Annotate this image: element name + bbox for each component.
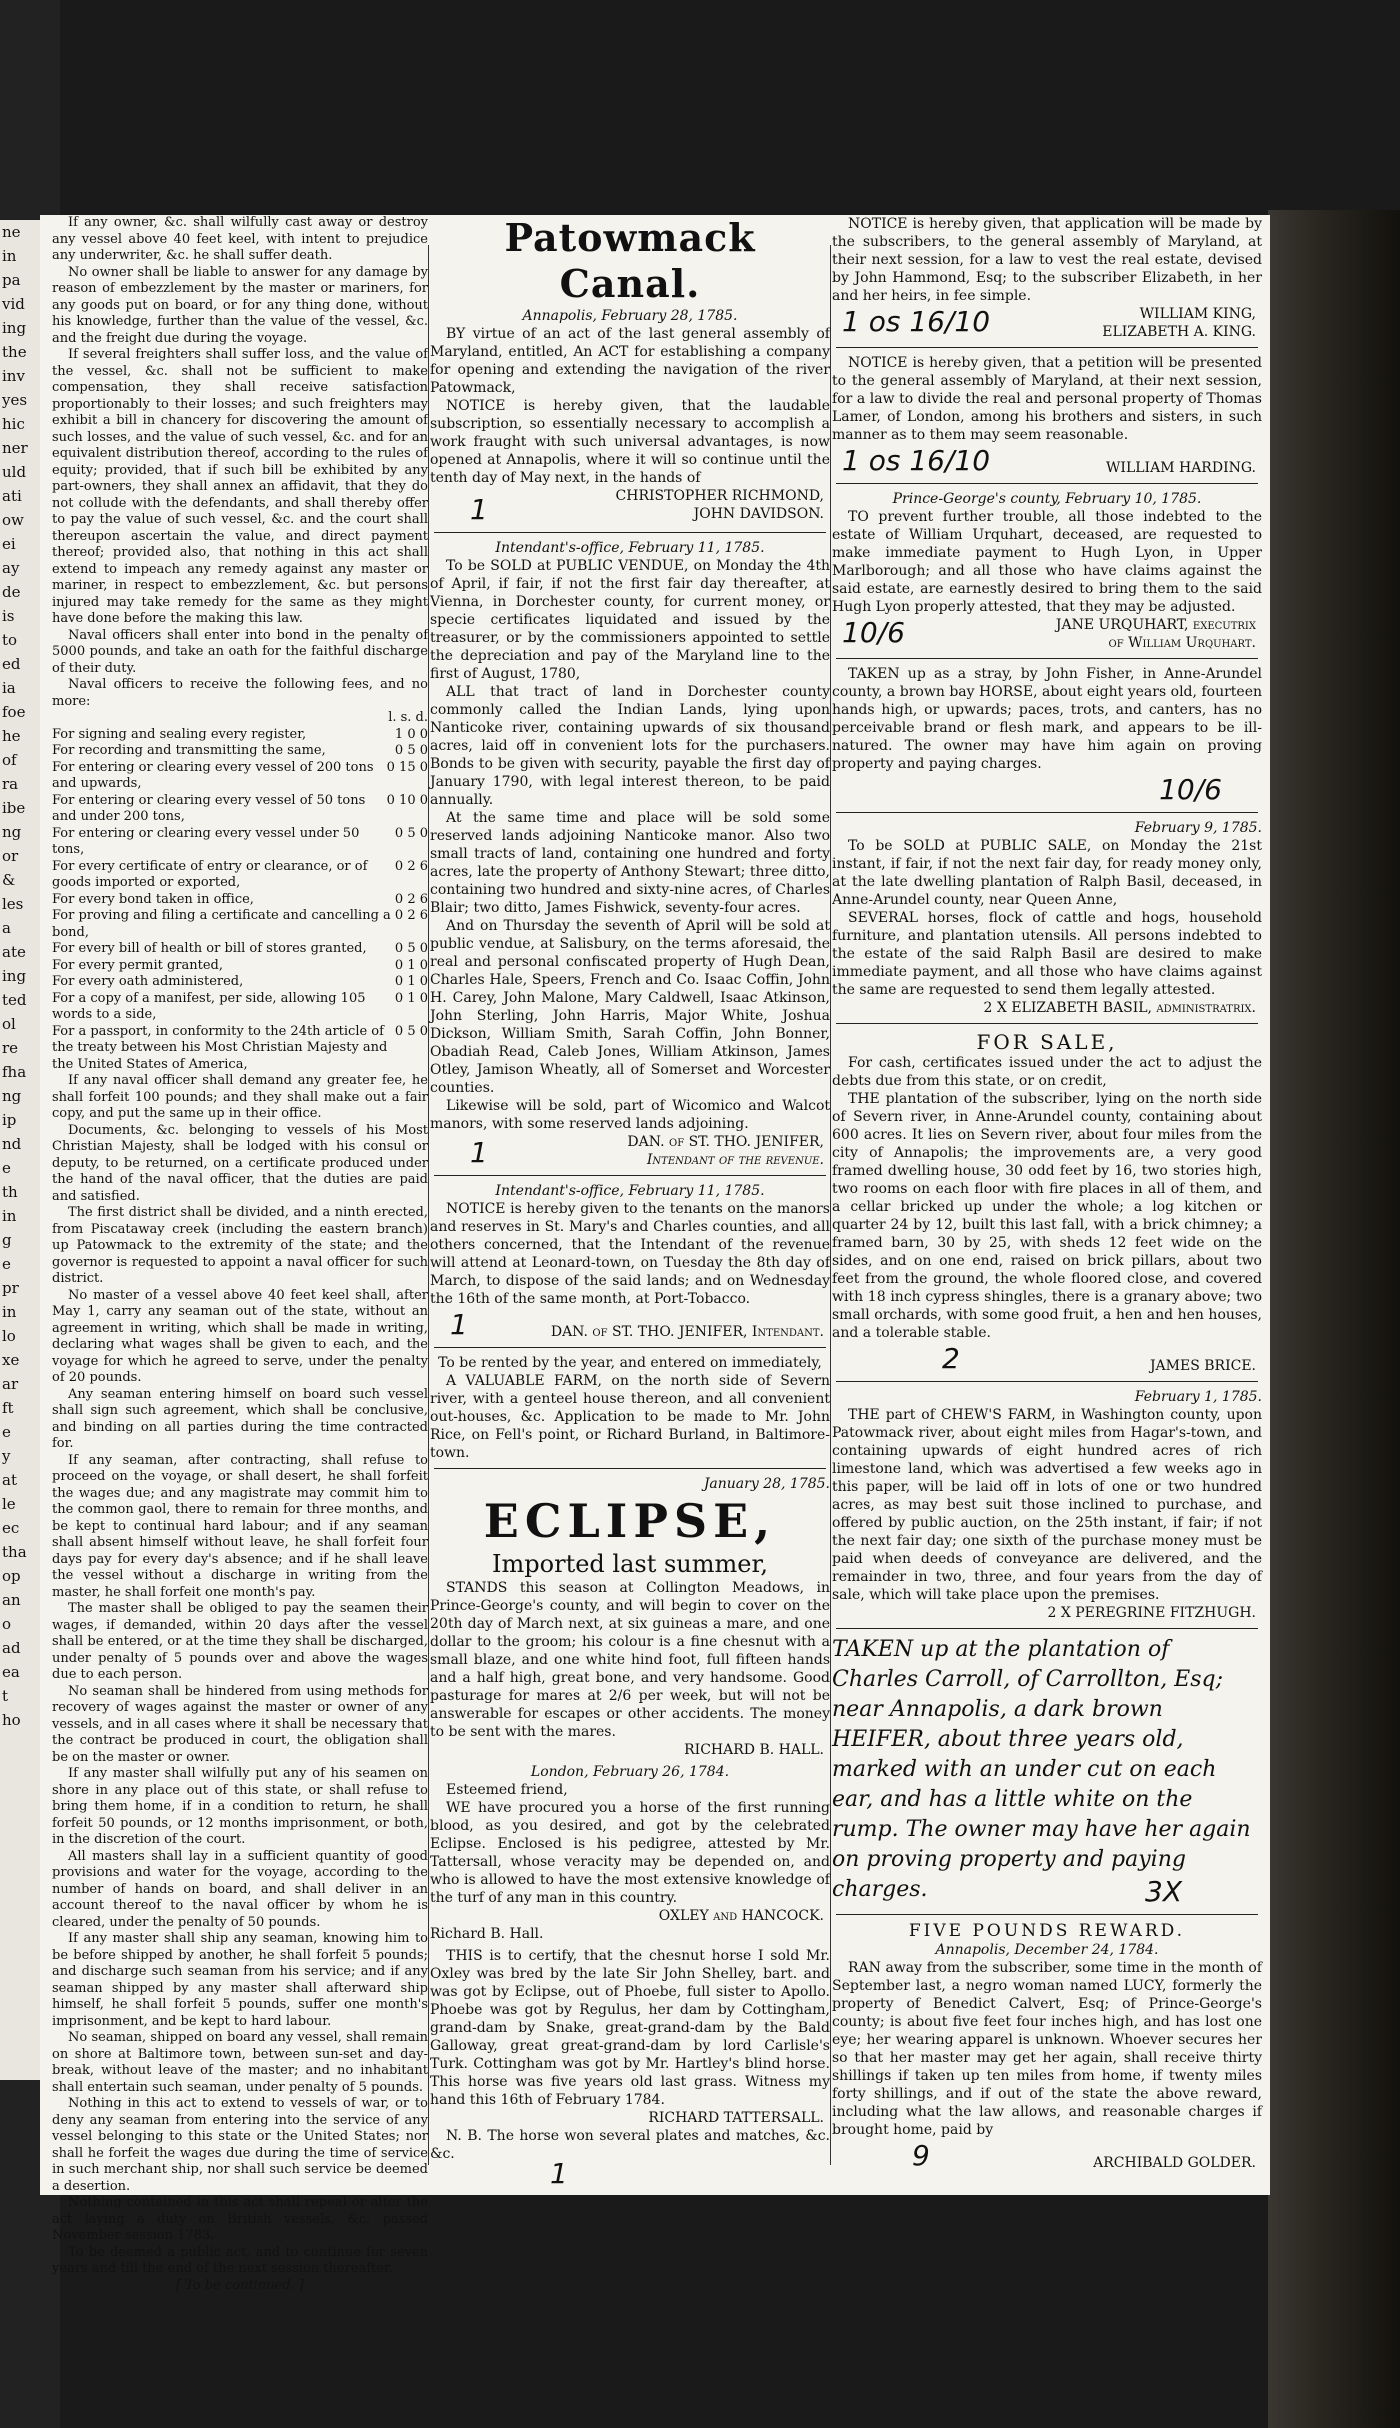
divider: [836, 658, 1258, 659]
heifer-notice: [832, 1635, 1262, 1905]
fee-label: For entering or clearing every vessel of 50 tons and under 200 tons,: [52, 792, 366, 824]
fee-label: For every bond taken in office,: [52, 891, 254, 907]
facing-page-text-fragment: &: [2, 871, 16, 889]
to-be-continued: [ To be continued. ]: [176, 2277, 304, 2293]
fee-header: l. s. d.: [388, 710, 428, 725]
facing-page-text-fragment: th: [2, 1183, 18, 1201]
facing-page-text-fragment: ng: [2, 823, 22, 841]
fee-row: [52, 760, 428, 793]
law-paragraph: No seaman shall be hindered from using methods for recovery of wages against the master or owner of any vessels, and in all cases where it shall be necessary that the contract be produced in court, the obligation shall be on the master or owner.: [52, 1683, 428, 1765]
notice-tenants-mark: 1: [450, 1308, 468, 1341]
canal-signature-2: JOHN DAVIDSON.: [693, 506, 824, 522]
facing-page-text-fragment: le: [2, 1495, 16, 1513]
fee-amount: 0 10 0: [386, 792, 428, 808]
facing-page-text-fragment: ol: [2, 1015, 16, 1033]
law-intro: [52, 215, 428, 710]
facing-page-text-fragment: ati: [2, 487, 22, 505]
divider: [836, 1023, 1258, 1024]
urquhart-signature-2: of William Urquhart.: [1108, 635, 1256, 651]
column-rule: [428, 245, 429, 2165]
urquhart-dateline: Prince-George's county, February 10, 1785.: [892, 491, 1202, 507]
facing-page-text-fragment: pr: [2, 1279, 19, 1297]
facing-page-text-fragment: ed: [2, 655, 21, 673]
facing-page-text-fragment: ho: [2, 1711, 21, 1729]
facing-page-text-fragment: ea: [2, 1663, 20, 1681]
facing-page-text-fragment: the: [2, 343, 27, 361]
law-paragraph: If any master shall wilfully put any of his seamen on shore in any place out of this state, or shall refuse to bring them home, if in a condition to return, he shall forfeit 50 pounds, or 12 months imprisonment, or both, in the discretion of the court.: [52, 1766, 428, 1847]
fee-row: [52, 974, 428, 991]
divider: [434, 1347, 826, 1348]
farm-body: A VALUABLE FARM, on the north side of Severn river, with a genteel house thereon, and all convenient out-houses, &c. Application to be made to Mr. John Rice, on Fell's point, or Richard Burland, in Baltimore-town.: [430, 1373, 830, 1461]
certificate-signature: RICHARD TATTERSALL.: [648, 2110, 824, 2126]
reward-mark: 9: [912, 2139, 930, 2172]
facing-page-text-fragment: les: [2, 895, 24, 913]
facing-page-text-fragment: ip: [2, 1111, 17, 1129]
divider: [836, 1914, 1258, 1915]
fee-label: For signing and sealing every register,: [52, 726, 307, 742]
fee-label: For entering or clearing every vessel under 50 tons,: [52, 825, 360, 857]
facing-page-text-fragment: in: [2, 247, 17, 265]
basil-body: SEVERAL horses, flock of cattle and hogs, household furniture, and plantation utensils. All persons indebted to the estate of the said Ralph Basil are desired to make immediate payment, and all those who have claims against the same are requested to send them legally attested.: [832, 910, 1262, 998]
fee-amount: 0 15 0: [386, 759, 428, 775]
vendue-paragraph-3: And on Thursday the seventh of April will be sold at public vendue, at Salisbury, on the terms aforesaid, the real and personal confiscated property of Hugh Dean, Charles Hale, Speers, French and Co. Isaac Coffin, John H. Carey, John Malone, Mary Caldwell, Isaac Atkinson, John Sterling, John Harris, Major White, Joshua Dickson, William Smith, Sarah Coffin, John Bonner, Obadiah Read, Caleb Jones, William Atkinson, James Otley, Jamison Wheatly, all of Somerset and Worcester counties.: [430, 918, 830, 1096]
facing-page-text-fragment: to: [2, 631, 18, 649]
london-body: WE have procured you a horse of the first running blood, as you desired, and got by the celebrated Eclipse. Enclosed is his pedigree, attested by Mr. Tattersall, whose veracity may be depended on, and who is allowed to have the most extensive knowledge of the turf of any man in this country.: [430, 1800, 830, 1906]
chew-farm-signature: 2 X PEREGRINE FITZHUGH.: [1047, 1605, 1256, 1621]
eclipse-date: January 28, 1785.: [703, 1476, 830, 1492]
divider: [434, 532, 826, 533]
facing-page-text-fragment: e: [2, 1159, 11, 1177]
london-recipient: Richard B. Hall.: [430, 1926, 544, 1942]
facing-page-text-fragment: ra: [2, 775, 19, 793]
certificate-note: N. B. The horse won several plates and matches, &c. &c.: [430, 2128, 830, 2162]
facing-page-text-fragment: y: [2, 1447, 11, 1465]
facing-page-text-fragment: in: [2, 1207, 17, 1225]
facing-page-text-fragment: nd: [2, 1135, 22, 1153]
fee-row: [52, 941, 428, 958]
for-sale-mark: 2: [942, 1342, 960, 1375]
fee-label: For every bill of health or bill of stores granted,: [52, 941, 367, 956]
facing-page-text-fragment: fha: [2, 1063, 27, 1081]
canal-notice: NOTICE is hereby given, that the laudable subscription, so essentially necessary to accomplish a work fraught with such universal advantages, is now opened at Annapolis, where it will so continue until the tenth day of May next, in the hands of: [430, 398, 830, 486]
notice-king-signature-1: WILLIAM KING,: [1139, 306, 1256, 322]
vendue-signature-title: Intendant of the revenue.: [646, 1152, 824, 1168]
law-paragraph: Any seaman entering himself on board such vessel shall sign such agreement, which shall be conclusive, and binding on all parties during the time contracted for.: [52, 1386, 428, 1451]
basil-dateline: February 9, 1785.: [1134, 820, 1262, 836]
law-paragraph: Nothing in this act to extend to vessels of war, or to deny any seaman from entering into the service of any vessel belonging to this state or the United States; nor shall he forfeit the wages due during the time of service in such merchant ship, nor shall such service be deemed a desertion.: [52, 2096, 428, 2194]
urquhart-signature-1: JANE URQUHART, executrix: [1055, 617, 1256, 633]
facing-page-text-fragment: ad: [2, 1639, 21, 1657]
canal-body: BY virtue of an act of the last general assembly of Maryland, entitled, An ACT for establishing a company for opening and extending the navigation of the river Patowmack,: [430, 326, 830, 396]
certificate-handwritten-mark: 1: [550, 2157, 568, 2190]
law-paragraph: The master shall be obliged to pay the seamen their wages, if demanded, within 20 days after the vessel shall be entered, or at the time they shall be discharged, under penalty of 5 pounds over and above the wages due to each person.: [52, 1601, 428, 1682]
law-paragraph: If any naval officer shall demand any greater fee, he shall forfeit 100 pounds; and they shall make out a fair copy, and put the same up in their office.: [52, 1073, 428, 1121]
facing-page-text-fragment: xe: [2, 1351, 20, 1369]
stray-horse-mark: 10/6: [1159, 773, 1222, 806]
law-paragraph: Nothing contained in this act shall repeal or alter the act laying a duty on British vessels, &c. passed November session 1783.: [52, 2195, 428, 2243]
london-signature: OXLEY and HANCOCK.: [658, 1908, 824, 1924]
facing-page-text-fragment: ne: [2, 223, 21, 241]
fee-amount: 0 1 0: [394, 957, 428, 973]
facing-page-text-fragment: e: [2, 1255, 11, 1273]
facing-page-text-fragment: e: [2, 1423, 11, 1441]
eclipse-title: ECLIPSE,: [483, 1494, 777, 1548]
divider: [836, 483, 1258, 484]
facing-page-text-fragment: ng: [2, 1087, 22, 1105]
for-sale-body: THE plantation of the subscriber, lying on the north side of Severn river, in Anne-Arundel county, containing about 600 acres. It lies on Severn river, about four miles from the city of Annapolis; the improvements are, a very good framed dwelling house, 30 odd feet by 16, two stories high, two rooms on each floor with fire places in all of them, and a cellar bricked up under the whole; a log kitchen or quarter 24 by 12, built this last fall, with a brick chimney; a framed barn, 30 by 25, with sheds 12 feet wide on the sides, and on one end, raised on brick pillars, about two feet from the ground, the whole floored close, and covered with 18 inch cypress shingles, there is a granary above; two small orchards, with some good fruit, a hen and hen houses, and a tolerable stable.: [832, 1091, 1262, 1341]
divider: [836, 1628, 1258, 1629]
law-paragraph: If any owner, &c. shall wilfully cast away or destroy any vessel above 40 feet keel, with intent to prejudice any underwriter, &c. he shall suffer death.: [52, 215, 428, 263]
fee-label: For a copy of a manifest, per side, allowing 105 words to a side,: [52, 990, 366, 1022]
column-2: [430, 215, 830, 2195]
fee-row: [52, 1024, 428, 1074]
divider: [836, 1381, 1258, 1382]
notice-king-mark: 1 os 16/10: [842, 305, 991, 338]
fee-row: [52, 991, 428, 1024]
facing-page-text-fragment: ay: [2, 559, 20, 577]
eclipse-subtitle: Imported last summer,: [492, 1550, 768, 1578]
reward-dateline: Annapolis, December 24, 1784.: [935, 1942, 1159, 1958]
for-sale-intro: For cash, certificates issued under the act to adjust the debts due from this state, or on credit,: [832, 1055, 1262, 1089]
facing-page-text-fragment: ia: [2, 679, 16, 697]
farm-intro: To be rented by the year, and entered on immediately,: [438, 1355, 822, 1371]
facing-page-text-fragment: inv: [2, 367, 25, 385]
urquhart-body: TO prevent further trouble, all those indebted to the estate of William Urquhart, deceased, are requested to make immediate payment to Hugh Lyon, in Upper Marlborough; and all those who have claims against the said estate, are earnestly desired to bring them to the said Hugh Lyon properly attested, that they may be adjusted.: [832, 509, 1262, 615]
notice-harding-signature: WILLIAM HARDING.: [1106, 460, 1256, 476]
for-sale-signature: JAMES BRICE.: [1149, 1358, 1256, 1374]
facing-page-text-fragment: uld: [2, 463, 27, 481]
facing-page-text-fragment: is: [2, 607, 15, 625]
facing-page-text-fragment: ing: [2, 967, 27, 985]
intendant2-dateline: Intendant's-office, February 11, 1785.: [495, 1183, 765, 1199]
vendue-paragraph-1: ALL that tract of land in Dorchester county commonly called the Indian Lands, lying upon Nanticoke river, containing upwards of six thousand acres, laid off in convenient lots for the purchasers. Bonds to be given with security, payable the first day of January 1790, with legal interest thereon, to be paid annually.: [430, 684, 830, 808]
reward-signature: ARCHIBALD GOLDER.: [1093, 2155, 1256, 2171]
fee-amount: 1 0 0: [394, 726, 428, 742]
notice-tenants-signature: DAN. of ST. THO. JENIFER, Intendant.: [550, 1324, 824, 1340]
fee-row: [52, 826, 428, 859]
fee-row: [52, 793, 428, 826]
basil-intro: To be SOLD at PUBLIC SALE, on Monday the 21st instant, if fair, if not the next fair day, for ready money only, at the late dwelling plantation of Ralph Basil, deceased, in Anne-Arundel county, near Queen Anne,: [832, 838, 1262, 908]
facing-page-text-fragment: ing: [2, 319, 27, 337]
law-paragraph: Naval officers shall enter into bond in the penalty of 5000 pounds, and take an oath for the faithful discharge of their duty.: [52, 627, 428, 676]
newspaper-page: [40, 215, 1270, 2293]
fee-label: For every permit granted,: [52, 957, 224, 973]
law-paragraph: No owner shall be liable to answer for any damage by reason of embezzlement by the master or mariners, for any goods put on board, or for any thing done, without his knowledge, further than the value of the vessel, &c. and the freight due during the voyage.: [52, 264, 428, 346]
law-paragraph: To be deemed a public act, and to continue for seven years and till the end of the next session thereafter.: [52, 2244, 428, 2276]
column-3: [832, 215, 1262, 2195]
law-paragraph: No master of a vessel above 40 feet keel shall, after May 1, carry any seaman out of the state, without an agreement in writing, which shall be made in writing, declaring what wages shall be given to each, and the voyage for which he agreed to serve, under the penalty of 20 pounds.: [52, 1287, 428, 1385]
facing-page-text-fragment: a: [2, 919, 11, 937]
fee-label: For a passport, in conformity to the 24th article of the treaty between his Most Christian Majesty and the United States of America,: [52, 1023, 388, 1072]
canal-title: Patowmack Canal.: [504, 215, 756, 306]
notice-king: NOTICE is hereby given, that application will be made by the subscribers, to the general assembly of Maryland, at their next session, for a law to vest the real estate, devised by John Hammond, Esq; to the subscriber Elizabeth, in her and her heirs, in fee simple.: [832, 216, 1262, 304]
fee-row: [52, 727, 428, 744]
fee-amount: 0 5 0: [394, 1023, 428, 1039]
law-paragraph: No seaman, shipped on board any vessel, shall remain on shore at Baltimore town, between sun-set and day-break, without leave of the master; and no inhabitant shall entertain such seaman, under penalty of 5 pounds.: [52, 2030, 428, 2095]
certificate-body: THIS is to certify, that the chesnut horse I sold Mr. Oxley was bred by the late Sir John Shelley, bart. and was got by Eclipse, out of Phoebe, full sister to Apollo. Phoebe was got by Regulus, her dam by Cottingham, grand-dam by Snake, great-grand-dam by the Bald Galloway, great great-grand-dam by lord Carlisle's Turk. Cottingham was got by Mr. Hartley's blind horse. This horse was five years old last grass. Witness my hand this 16th of February 1784.: [430, 1948, 830, 2108]
vendue-intro: To be SOLD at PUBLIC VENDUE, on Monday the 4th of April, if fair, if not the first fair day thereafter, at Vienna, in Dorchester county, for current money, or specie certificates liquidated and issued by the treasurer, or by the commissioners appointed to settle the depreciation and pay of the Maryland line to the first of August, 1780,: [430, 558, 830, 682]
chew-dateline: February 1, 1785.: [1134, 1389, 1262, 1405]
for-sale-title: FOR SALE,: [976, 1030, 1118, 1054]
divider: [836, 812, 1258, 813]
fee-amount: 0 5 0: [394, 941, 428, 956]
facing-page-text-fragment: t: [2, 1687, 9, 1705]
fee-row: [52, 908, 428, 941]
facing-page-text-fragment: op: [2, 1567, 21, 1585]
fee-row: [52, 958, 428, 975]
facing-page-text-fragment: ate: [2, 943, 26, 961]
eclipse-signature: RICHARD B. HALL.: [684, 1742, 824, 1758]
facing-page-text-fragment: he: [2, 727, 21, 745]
facing-page-text-fragment: ted: [2, 991, 27, 1009]
fee-label: For recording and transmitting the same,: [52, 743, 326, 758]
book-spine-edge: [1268, 210, 1400, 2428]
facing-page-text-fragment: vid: [2, 295, 25, 313]
fee-amount: 0 1 0: [394, 990, 428, 1006]
facing-page-text-fragment: at: [2, 1471, 17, 1489]
law-paragraph: If several freighters shall suffer loss, and the value of the vessel, &c. shall not be sufficient to make compensation, they shall receive satisfaction proportionably to their losses; and such freighters may exhibit a bill in chancery for discovering the amount of such losses, and the value of such vessel, &c. and for an equivalent distribution thereof, according to the rules of equity; provided, that if such bill be exhibited by any part-owners, they shall annex an affidavit, that they do not collude with the defendants, and shall thereby offer to pay the value of such vessel, &c. and the court shall thereupon ascertain the value, and direct payment thereof; provided also, that nothing in this act shall extend to impeach any remedy against any master or mariner, in respect to embezzlement, &c. but persons injured may take remedy for the same as they might have done before the making this law.: [52, 347, 428, 626]
facing-page-text-fragment: ibe: [2, 799, 26, 817]
law-paragraph: Documents, &c. belonging to vessels of his Most Christian Majesty, shall be lodged with his consul or deputy, to be returned, on a certificate produced under the hand of the naval officer, that the duties are paid and satisfied.: [52, 1122, 428, 1204]
fee-row: [52, 859, 428, 892]
reward-body: RAN away from the subscriber, some time in the month of September last, a negro woman named LUCY, formerly the property of Benedict Calvert, Esq; of Prince-George's county; is about five feet four inches high, and has lost one eye; her wearing apparel is unknown. Whoever secures her so that her master may get her again, shall receive thirty shillings if taken up ten miles from home, if twenty miles forty shillings, and if out of the state the above reward, including what the law allows, and reasonable charges if brought home, paid by: [832, 1960, 1262, 2138]
fee-row: [52, 892, 428, 909]
fee-amount: 0 2 6: [394, 858, 428, 874]
facing-page-text-fragment: ft: [2, 1399, 14, 1417]
vendue-handwritten-mark: 1: [470, 1136, 488, 1169]
fee-row: [52, 743, 428, 760]
fee-amount: 0 5 0: [394, 743, 428, 758]
canal-handwritten-mark: 1: [470, 493, 488, 526]
fee-label: For every certificate of entry or clearance, or of goods imported or exported,: [52, 858, 368, 890]
facing-page-text-fragment: an: [2, 1591, 21, 1609]
facing-page-text-fragment: re: [2, 1039, 19, 1057]
notice-tenants: NOTICE is hereby given to the tenants on the manors and reserves in St. Mary's and Charles counties, and all others concerned, that the Intendant of the revenue will attend at Leonard-town, on Tuesday the 8th day of March, to dispose of the said lands; and on Wednesday the 16th of the same month, at Port-Tobacco.: [430, 1201, 830, 1307]
facing-page-text-fragment: ar: [2, 1375, 19, 1393]
facing-page-text-fragment: ner: [2, 439, 28, 457]
fee-amount: 0 5 0: [394, 825, 428, 841]
facing-page-fragment: [0, 220, 40, 2080]
canal-dateline: Annapolis, February 28, 1785.: [522, 308, 738, 324]
london-dateline: London, February 26, 1784.: [530, 1764, 730, 1780]
chew-farm-body: THE part of CHEW'S FARM, in Washington county, upon Patowmack river, about eight miles from Hagar's-town, and containing upwards of eight hundred acres of rich limestone land, which was advertised a few weeks ago in this paper, will be laid off in lots of one or two hundred acres, as may best suit those inclined to purchase, and offered by public auction, on the 25th instant, if fair; if not the next fair day; one sixth of the purchase money must be paid when deeds of conveyance are delivered, and the remainder in two, three, and four years from the day of sale, which will take place upon the premises.: [832, 1407, 1262, 1603]
facing-page-text-fragment: pa: [2, 271, 21, 289]
london-salutation: Esteemed friend,: [446, 1782, 568, 1798]
fee-table: [52, 727, 428, 1074]
divider: [434, 1175, 826, 1176]
facing-page-text-fragment: yes: [2, 391, 28, 409]
fee-label: For proving and filing a certificate and cancelling a bond,: [52, 908, 391, 940]
facing-page-text-fragment: tha: [2, 1543, 27, 1561]
law-paragraph: If any seaman, after contracting, shall refuse to proceed on the voyage, or shall desert, he shall forfeit the wages due; and any magistrate may commit him to the common gaol, there to remain for three months, and be kept to continual hard labour; and if any seaman shall absent himself without leave, he shall forfeit four days pay for every day's absence; and if he shall leave the vessel without a discharge in writing from the master, he shall forfeit one month's pay.: [52, 1452, 428, 1600]
facing-page-text-fragment: lo: [2, 1327, 16, 1345]
law-paragraph: If any master shall ship any seaman, knowing him to be before shipped by another, he shall forfeit 5 pounds; and discharge such seaman from his service; and if any seaman shipped by any master shall afterward ship himself, he shall forfeit 5 pounds, suffer one month's imprisonment, and be kept to hard labour.: [52, 1931, 428, 2029]
reward-title: FIVE POUNDS REWARD.: [908, 1921, 1186, 1941]
facing-page-text-fragment: g: [2, 1231, 12, 1249]
law-paragraph: The first district shall be divided, and a ninth erected, from Piscataway creek (including the eastern branch) up Patowmack to the extremity of the state; and the governor is requested to appoint a naval officer for such district.: [52, 1205, 428, 1286]
basil-signature: 2 X ELIZABETH BASIL, administratrix.: [983, 1000, 1256, 1016]
canal-signature-1: CHRISTOPHER RICHMOND,: [615, 488, 824, 504]
law-body: [52, 1073, 428, 2278]
vendue-paragraph-4: Likewise will be sold, part of Wicomico and Walcot manors, with some reserved lands adjoining.: [430, 1098, 830, 1132]
law-paragraph: Naval officers to receive the following fees, and no more:: [52, 677, 428, 709]
facing-page-text-fragment: foe: [2, 703, 26, 721]
law-paragraph: All masters shall lay in a sufficient quantity of good provisions and water for the voyage, according to the number of hands on board, and shall deliver in an account thereof to the naval officer by whom he is cleared, under the penalty of 50 pounds.: [52, 1848, 428, 1930]
fee-amount: 0 1 0: [394, 974, 428, 989]
facing-page-text-fragment: or: [2, 847, 19, 865]
notice-king-signature-2: ELIZABETH A. KING.: [1102, 324, 1256, 340]
divider: [434, 1468, 826, 1469]
heifer-body: TAKEN up at the plantation of Charles Carroll, of Carrollton, Esq; near Annapolis, a dark brown HEIFER, about three years old, marked with an under cut on each ear, and has a little white on the rump. The owner may have her again on proving property and paying charges.: [832, 1637, 1251, 1902]
fee-amount: 0 2 6: [394, 908, 428, 923]
fee-label: For entering or clearing every vessel of 200 tons and upwards,: [52, 759, 374, 791]
facing-page-text-fragment: o: [2, 1615, 12, 1633]
facing-page-text-fragment: in: [2, 1303, 17, 1321]
stray-horse-body: TAKEN up as a stray, by John Fisher, in Anne-Arundel county, a brown bay HORSE, about eight years old, fourteen hands high, or upwards; paces, trots, and canters, has no perceivable brand or flesh mark, and appears to be ill-natured. The owner may have him again on proving property and paying charges.: [832, 666, 1262, 772]
vendue-paragraph-2: At the same time and place will be sold some reserved lands adjoining Nanticoke manor. Also two small tracts of land, containing one hundred and forty acres, late the property of Anthony Stewart; three ditto, containing two hundred and sixty-nine acres, of Charles Blair; two ditto, James Fishwick, seventy-four acres.: [430, 810, 830, 916]
intendant-dateline: Intendant's-office, February 11, 1785.: [495, 540, 765, 556]
divider: [836, 347, 1258, 348]
notice-harding-mark: 1 os 16/10: [842, 444, 991, 477]
heifer-mark: 3X: [1145, 1875, 1182, 1908]
column-1: [52, 215, 428, 2293]
facing-page-text-fragment: ei: [2, 535, 16, 553]
eclipse-body: STANDS this season at Collington Meadows, in Prince-George's county, and will begin to cover on the 20th day of March next, at six guineas a mare, and one dollar to the groom; his colour is a fine chesnut with a small blaze, and one white hind foot, full fifteen hands and a half high, great bone, and very handsome. Good pasturage for mares at 2/6 per week, but will not be answerable for escapes or other accidents. The money to be sent with the mares.: [430, 1580, 830, 1740]
fee-label: For every oath administered,: [52, 974, 244, 989]
fee-amount: 0 2 6: [394, 891, 428, 907]
urquhart-mark: 10/6: [842, 616, 905, 649]
facing-page-text-fragment: ec: [2, 1519, 20, 1537]
facing-page-text-fragment: de: [2, 583, 21, 601]
facing-page-text-fragment: of: [2, 751, 17, 769]
facing-page-text-fragment: hic: [2, 415, 25, 433]
facing-page-text-fragment: ow: [2, 511, 24, 529]
vendue-signature: DAN. of ST. THO. JENIFER,: [627, 1134, 824, 1150]
notice-harding: NOTICE is hereby given, that a petition will be presented to the general assembly of Maryland, at their next session, for a law to divide the real and personal property of Thomas Lamer, of London, among his brothers and sisters, in such manner as to them may seem reasonable.: [832, 355, 1262, 443]
column-rule: [830, 245, 831, 2165]
